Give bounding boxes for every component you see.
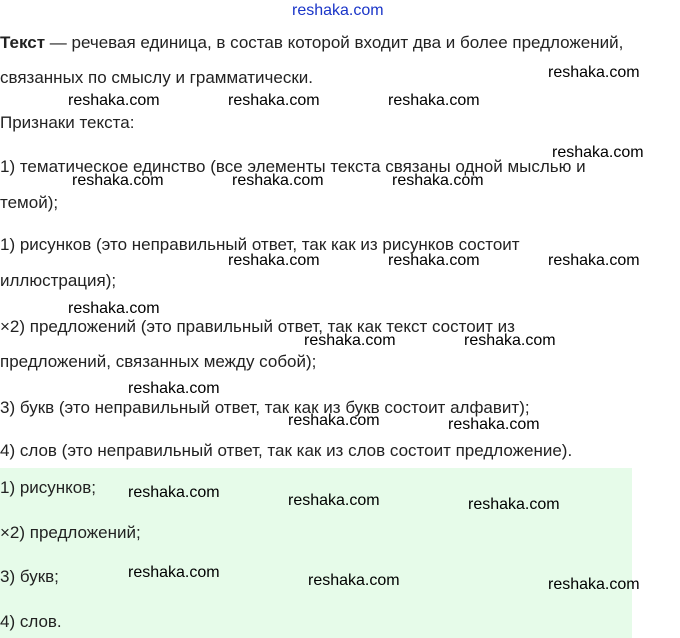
watermark: reshaka.com [552, 144, 644, 161]
option-1-line-2: иллюстрация); [0, 271, 117, 290]
watermark: reshaka.com [388, 92, 480, 109]
watermark: reshaka.com [232, 172, 324, 189]
watermark: reshaka.com [128, 484, 220, 501]
watermark: reshaka.com [128, 564, 220, 581]
sign-1-line-2: темой); [0, 193, 59, 212]
watermark: reshaka.com [288, 412, 380, 429]
definition-line-1 [0, 33, 623, 53]
watermark: reshaka.com [68, 92, 160, 109]
option-2-line-2: предложений, связанных между собой); [0, 352, 317, 371]
watermark: reshaka.com [128, 380, 220, 397]
watermark: reshaka.com [228, 92, 320, 109]
option-3: 3) букв (это неправильный ответ, так как из букв состоит алфавит); [0, 398, 530, 417]
answer-3: 3) букв; [0, 567, 59, 586]
answer-1: 1) рисунков; [0, 478, 97, 497]
watermark: reshaka.com [448, 416, 540, 433]
term-heading: Текст [0, 33, 46, 52]
answer-4: 4) слов. [0, 612, 62, 631]
watermark: reshaka.com [388, 252, 480, 269]
watermark: reshaka.com [548, 252, 640, 269]
option-2-line-1: ×2) предложений (это правильный ответ, так как текст состоит из [0, 317, 515, 336]
watermark: reshaka.com [228, 252, 320, 269]
definition-text: — речевая единица, в состав которой входит два и более предложений, [45, 33, 624, 52]
sign-1-line-1: 1) тематическое единство (все элементы текста связаны одной мыслью и [0, 157, 586, 176]
option-1-line-1: 1) рисунков (это неправильный ответ, так как из рисунков состоит [0, 235, 520, 254]
watermark: reshaka.com [288, 492, 380, 509]
site-header-link[interactable]: reshaka.com [292, 2, 384, 19]
watermark: reshaka.com [548, 576, 640, 593]
watermark: reshaka.com [308, 572, 400, 589]
watermark: reshaka.com [548, 64, 640, 81]
option-4: 4) слов (это неправильный ответ, так как из слов состоит предложение). [0, 441, 573, 460]
answer-2: ×2) предложений; [0, 523, 141, 542]
watermark: reshaka.com [68, 300, 160, 317]
watermark: reshaka.com [464, 332, 556, 349]
definition-line-2: связанных по смыслу и грамматически. [0, 68, 313, 87]
watermark: reshaka.com [72, 172, 164, 189]
watermark: reshaka.com [304, 332, 396, 349]
signs-label: Признаки текста: [0, 113, 135, 132]
watermark: reshaka.com [468, 496, 560, 513]
watermark: reshaka.com [392, 172, 484, 189]
